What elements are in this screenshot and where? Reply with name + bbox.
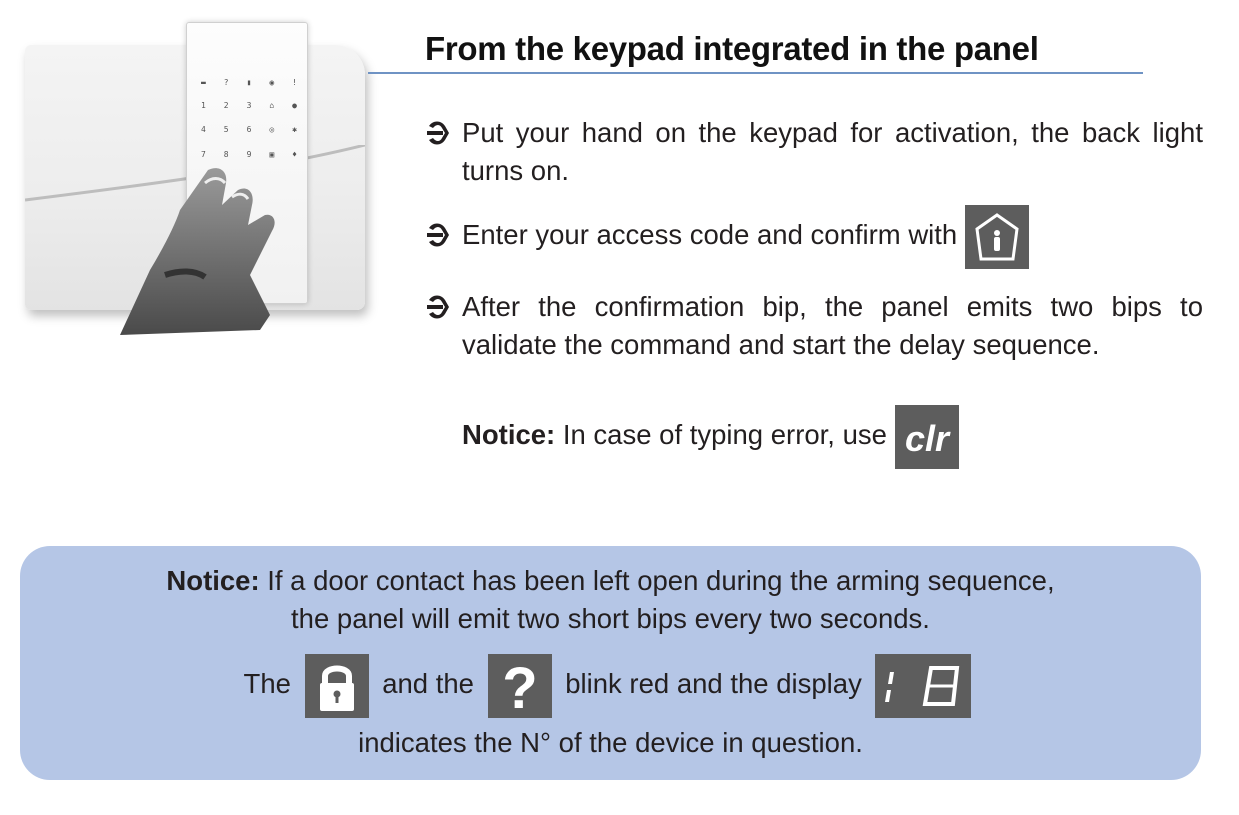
typing-error-notice bbox=[462, 403, 959, 469]
notice-box-text-blink: blink red and the display bbox=[565, 668, 862, 699]
step-1-text: Put your hand on the keypad for activation, the back light turns on. bbox=[462, 117, 1203, 186]
house-person-icon bbox=[965, 205, 1029, 269]
notice-box-text-the: The bbox=[243, 668, 291, 699]
door-open-notice-box bbox=[20, 546, 1201, 780]
notice-box-line-4: indicates the N° of the device in question. bbox=[358, 727, 863, 758]
svg-text:?: ? bbox=[501, 655, 538, 718]
notice-label: Notice: bbox=[462, 419, 556, 450]
seven-segment-display-icon bbox=[875, 654, 971, 718]
section-heading: From the keypad integrated in the panel bbox=[425, 30, 1039, 67]
notice-box-text-1: If a door contact has been left open during the arming sequence, bbox=[267, 565, 1055, 596]
keypad-status-row: ▬ ? ▮ ◉ ! bbox=[201, 78, 297, 87]
heading-underline bbox=[368, 72, 1143, 74]
question-icon bbox=[488, 654, 552, 718]
notice-box-line-1 bbox=[20, 562, 1201, 600]
arrow-bullet-icon bbox=[425, 216, 453, 254]
step-2-text: Enter your access code and confirm with bbox=[462, 219, 958, 250]
notice-text: In case of typing error, use bbox=[562, 419, 887, 450]
arrow-bullet-icon bbox=[425, 114, 453, 152]
notice-box-text-and: and the bbox=[382, 668, 474, 699]
step-1 bbox=[425, 114, 1203, 190]
keypad-row-1: 1 2 3 ⌂ ● bbox=[201, 101, 297, 110]
hand-image bbox=[120, 165, 300, 340]
arrow-bullet-icon bbox=[425, 288, 453, 326]
step-3 bbox=[425, 288, 1203, 364]
keypad-row-2: 4 5 6 ◎ ✱ bbox=[201, 125, 297, 134]
notice-box-line-3 bbox=[20, 652, 1201, 718]
clr-icon bbox=[895, 405, 959, 469]
keypad-illustration bbox=[20, 15, 390, 335]
notice-box-label: Notice: bbox=[166, 565, 260, 596]
keypad-row-3: 7 8 9 ▣ ♦ bbox=[201, 150, 297, 159]
lock-icon bbox=[305, 654, 369, 718]
notice-box-line-2: the panel will emit two short bips every two seconds. bbox=[291, 603, 930, 634]
step-3-text: After the confirmation bip, the panel emits two bips to validate the command and start the delay sequence. bbox=[462, 291, 1203, 360]
svg-text:clr: clr bbox=[904, 417, 949, 459]
step-2 bbox=[425, 203, 1203, 269]
